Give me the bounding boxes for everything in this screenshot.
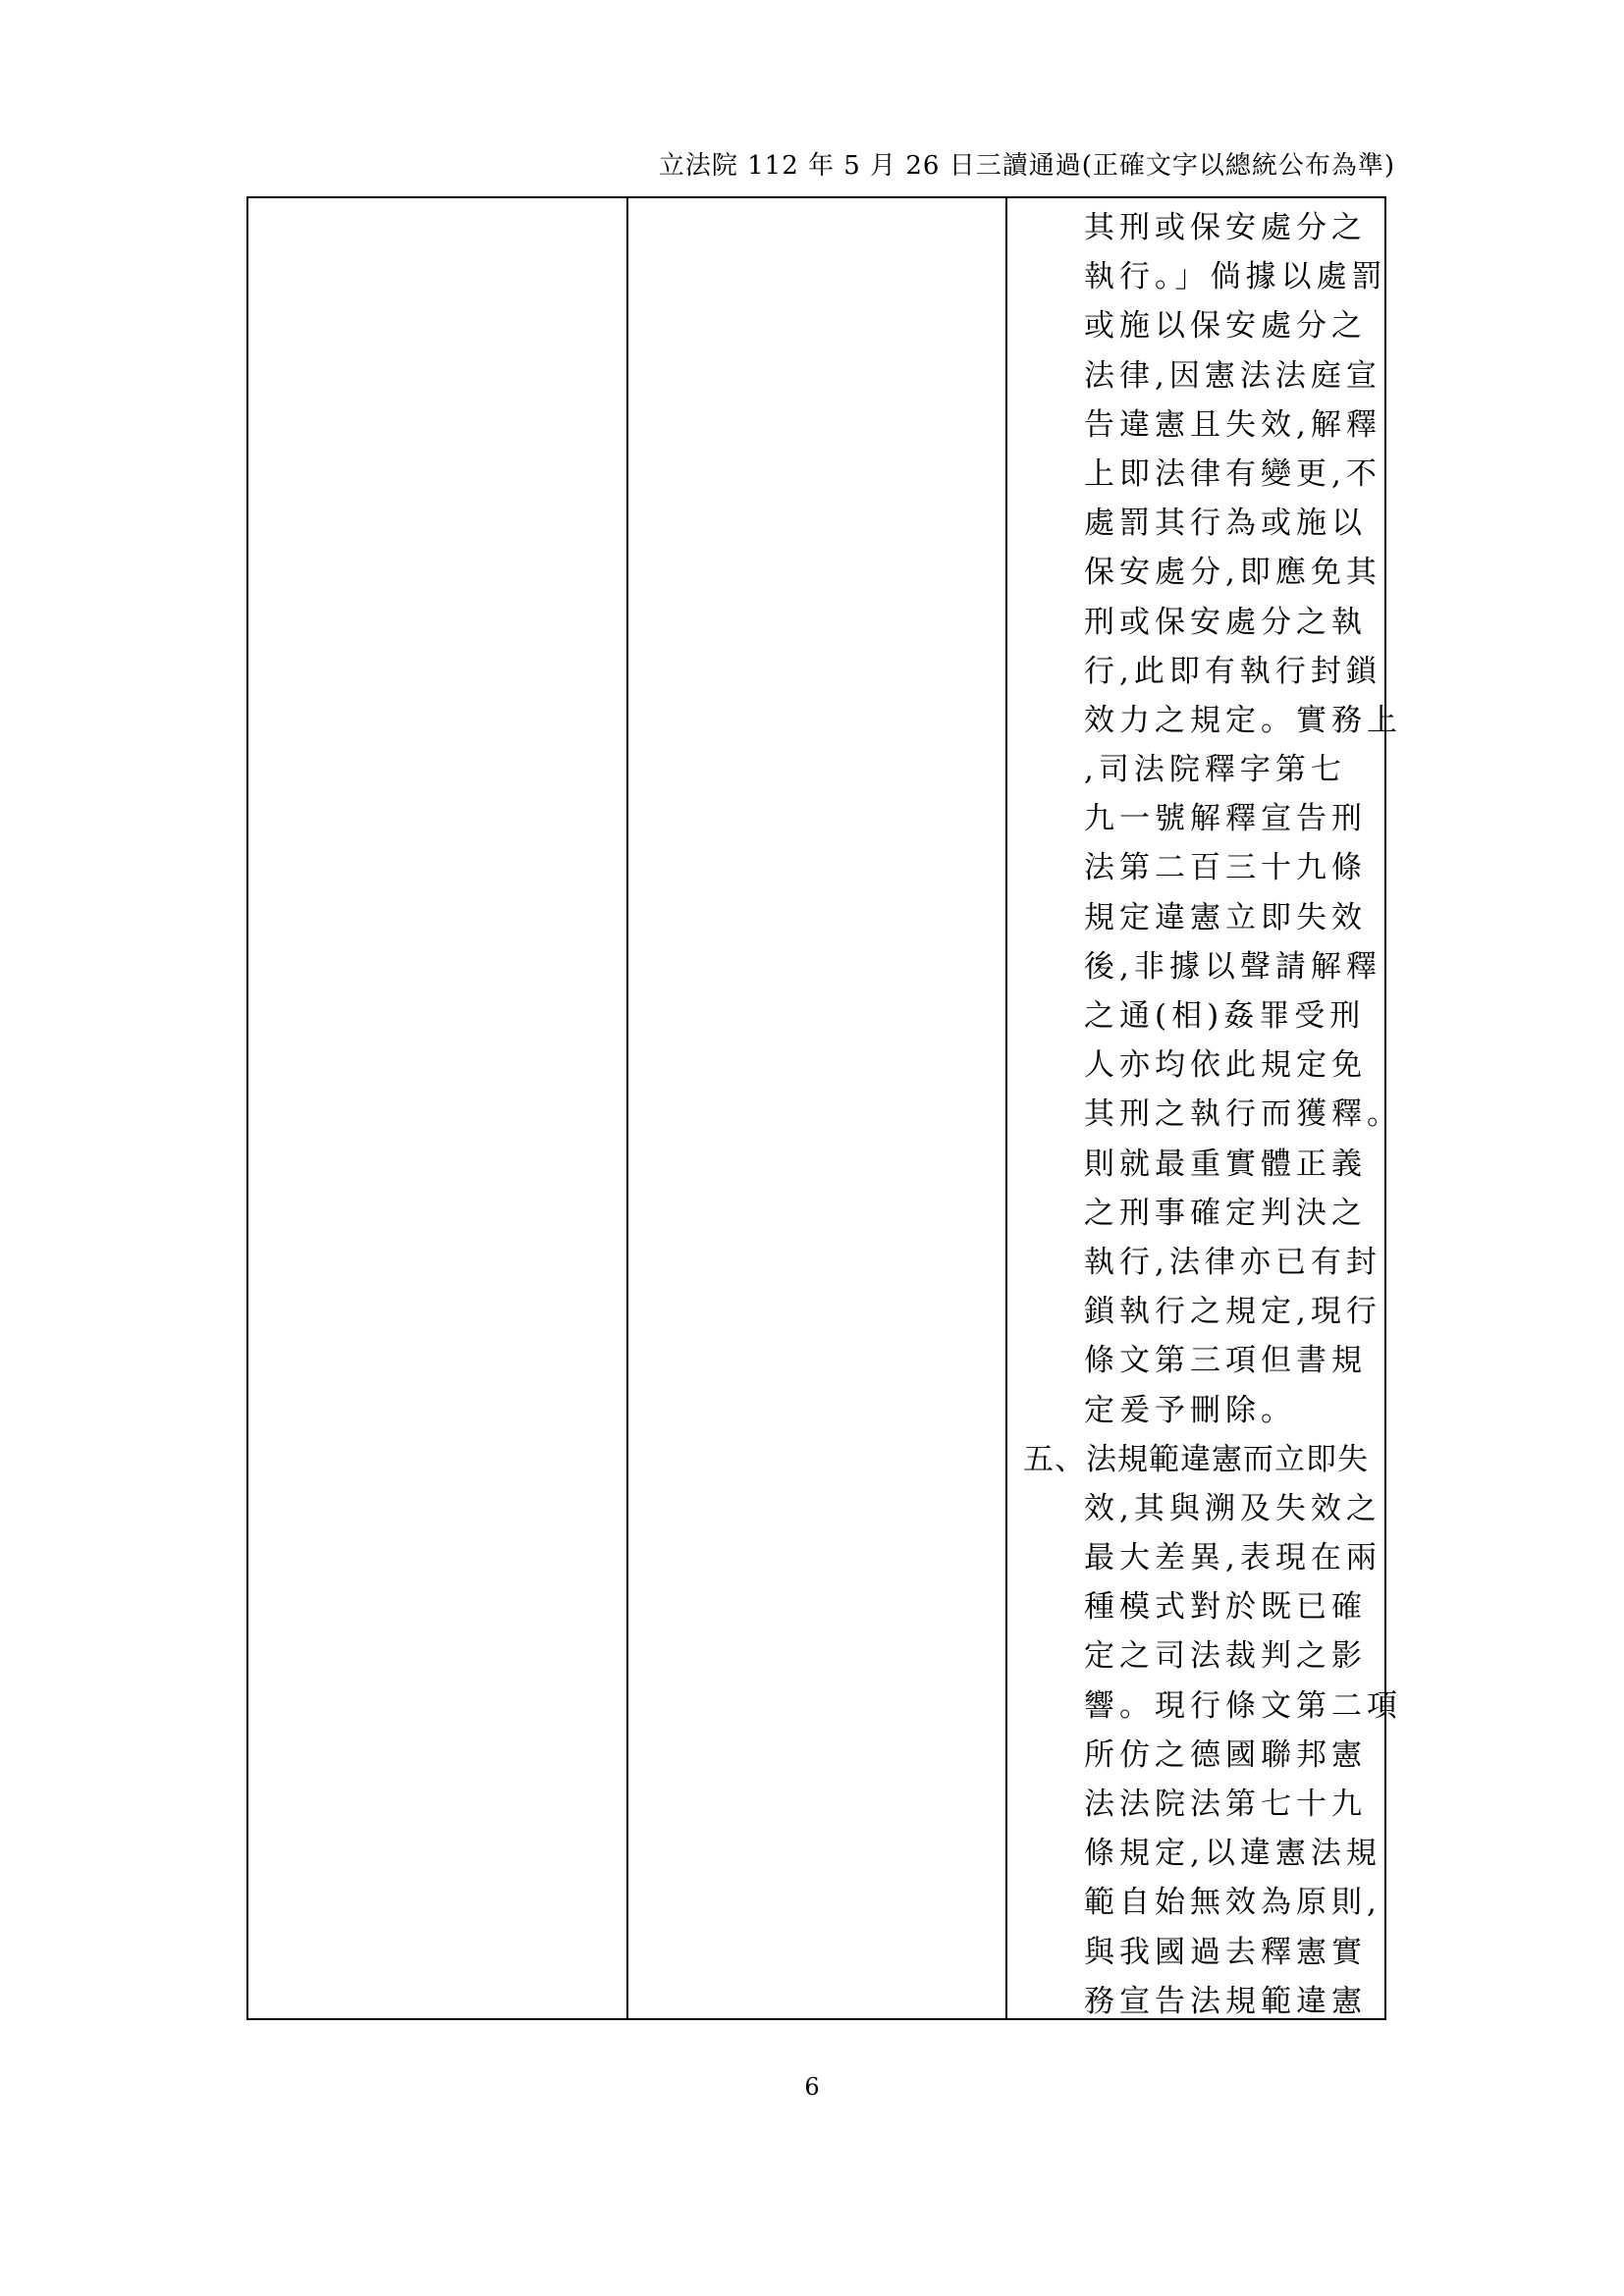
explanation-line: 或施以保安處分之 (1084, 308, 1367, 345)
explanation-item-start-line: 五、法規範違憲而立即失 (1023, 1441, 1369, 1477)
explanation-line: 務宣告法規範違憲 (1084, 1983, 1367, 2019)
explanation-line: 法律,因憲法法庭宣 (1084, 357, 1381, 394)
explanation-line: 定之司法裁判之影 (1084, 1638, 1367, 1675)
explanation-line: 行,此即有執行封鎖 (1084, 653, 1381, 689)
explanation-line: 所仿之德國聯邦憲 (1084, 1736, 1367, 1773)
explanation-line: 告違憲且失效,解釋 (1084, 406, 1381, 443)
explanation-line: 法第二百三十九條 (1084, 850, 1367, 886)
explanation-line: 條規定,以違憲法規 (1084, 1836, 1381, 1872)
explanation-line: 其刑之執行而獲釋。 (1084, 1096, 1402, 1133)
explanation-line: 處罰其行為或施以 (1084, 506, 1367, 542)
explanation-line: 條文第三項但書規 (1084, 1343, 1367, 1379)
explanation-line: ,司法院釋字第七 (1084, 752, 1346, 788)
explanation-line: 其刑或保安處分之 (1084, 210, 1367, 245)
explanation-line: 後,非據以聲請解釋 (1084, 948, 1381, 985)
explanation-line: 效力之規定。實務上 (1084, 702, 1402, 738)
explanation-line: 與我國過去釋憲實 (1084, 1934, 1367, 1970)
comparison-table (246, 196, 1402, 2020)
explanation-line: 範自始無效為原則, (1084, 1885, 1381, 1921)
explanation-line: 執行。」倘據以處罰 (1084, 259, 1387, 295)
explanation-line: 人亦均依此規定免 (1084, 1047, 1367, 1084)
explanation-line: 效,其與溯及失效之 (1084, 1490, 1381, 1526)
explanation-line: 則就最重實體正義 (1084, 1146, 1367, 1182)
explanation-line: 保安處分,即應免其 (1084, 555, 1381, 591)
page-number: 6 (804, 2073, 820, 2101)
explanation-line: 鎖執行之規定,現行 (1084, 1294, 1381, 1330)
explanation-line: 之通(相)姦罪受刑 (1084, 998, 1366, 1034)
column-divider-2 (1005, 198, 1007, 2018)
explanation-line: 規定違憲立即失效 (1084, 899, 1367, 935)
explanation-line: 法法院法第七十九 (1084, 1787, 1367, 1822)
explanation-line: 刑或保安處分之執 (1084, 604, 1367, 640)
explanation-line: 執行,法律亦已有封 (1084, 1244, 1381, 1280)
explanation-line: 九一號解釋宣告刑 (1084, 801, 1367, 837)
explanation-line: 之刑事確定判決之 (1084, 1195, 1367, 1231)
column-divider-1 (626, 198, 628, 2018)
page-header: 立法院 112 年 5 月 26 日三讀通過(正確文字以總統公布為準) (658, 151, 1395, 181)
explanation-line: 上即法律有變更,不 (1084, 455, 1381, 492)
explanation-line: 定爰予刪除。 (1084, 1392, 1296, 1428)
explanation-line: 響。現行條文第二項 (1084, 1687, 1402, 1724)
column-explanation (1023, 203, 1402, 2026)
explanation-line: 種模式對於既已確 (1084, 1589, 1367, 1626)
explanation-line: 最大差異,表現在兩 (1084, 1540, 1381, 1576)
